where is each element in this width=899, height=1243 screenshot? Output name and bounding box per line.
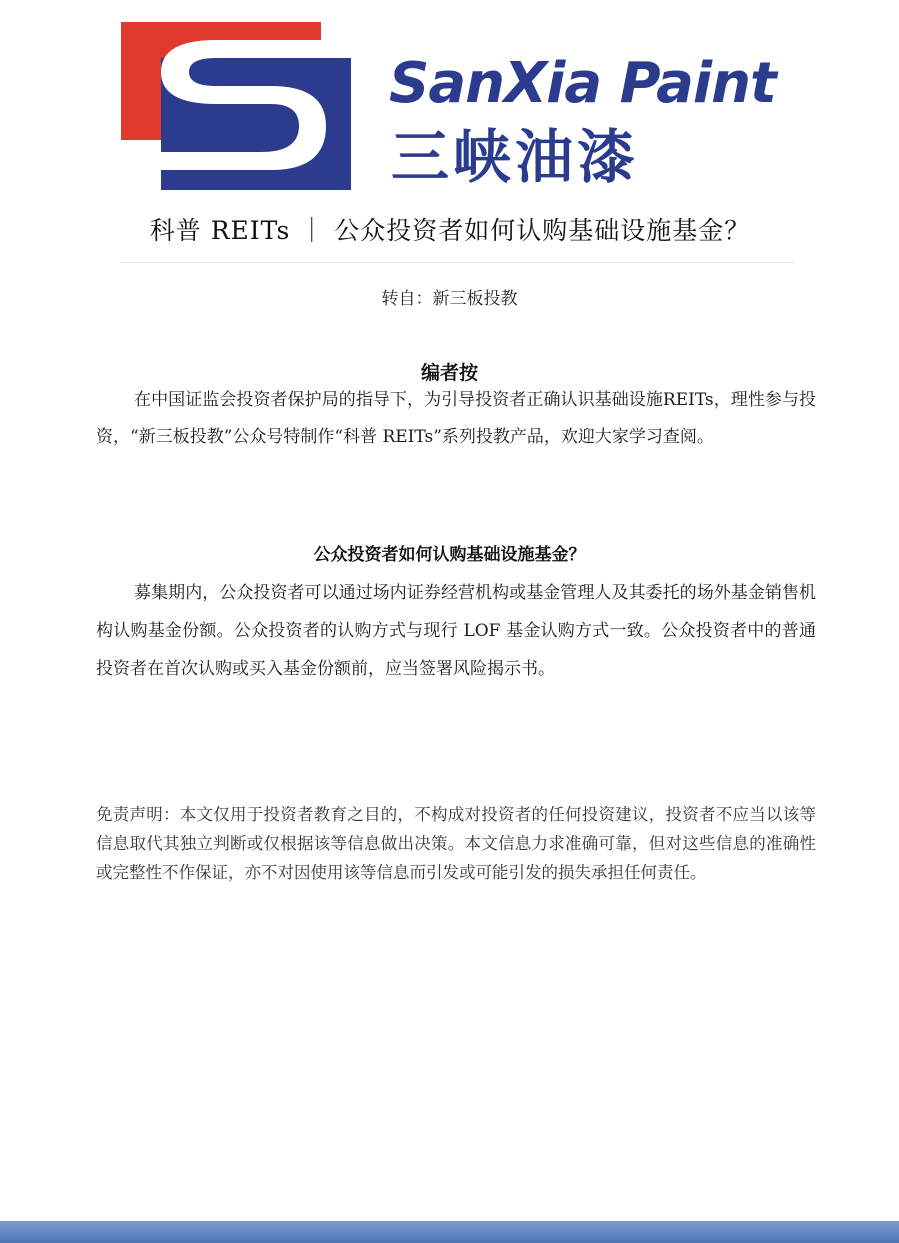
footer-bar [0,1221,899,1243]
company-logo [121,22,813,190]
article-source: 转自：新三板投教 [381,289,518,309]
editor-note-text: 在中国证监会投资者保护局的指导下，为引导投资者正确认识基础设施REITs，理性参与投资，“新三板投教”公众号特制作“科普 REITs”系列投教产品，欢迎大家学习查阅。 [96,390,816,447]
editor-note-heading: 编者按 [420,362,478,384]
section-text: 募集期内，公众投资者可以通过场内证券经营机构或基金管理人及其委托的场外基金销售机构认购基金份额。公众投资者的认购方式与现行 LOF 基金认购方式一致。公众投资者中的普通投资者在首次认购或买入基金份额前，应当签署风险揭示书。 [96,583,816,679]
section-heading: 公众投资者如何认购基础设施基金？ [313,545,586,565]
title-divider [120,262,794,263]
editor-note-paragraph [96,382,816,456]
logo-text-english: SanXia Paint [389,51,776,116]
article-title: 科普 REITs ｜ 公众投资者如何认购基础设施基金？ [149,216,751,245]
logo-text-chinese: 三峡油漆 [391,123,640,191]
disclaimer-text: 免责声明：本文仅用于投资者教育之目的，不构成对投资者的任何投资建议，投资者不应当以该等信息取代其独立判断或仅根据该等信息做出决策。本文信息力求准确可靠，但对这些信息的准确性或完整性不作保证，亦不对因使用该等信息而引发或可能引发的损失承担任何责任。 [96,805,816,882]
section-paragraph [96,574,816,688]
